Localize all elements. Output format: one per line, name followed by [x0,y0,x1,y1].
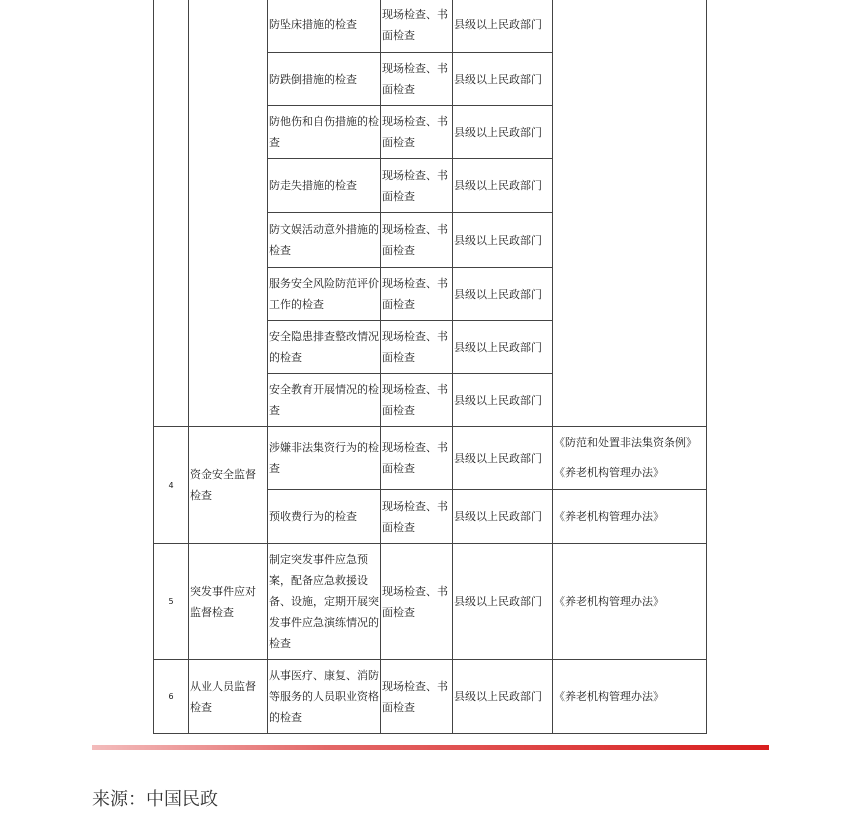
law-basis: 《养老机构管理办法》 [553,660,707,734]
check-dept: 县级以上民政部门 [453,213,553,268]
check-item: 防文娱活动意外措施的检查 [268,213,381,268]
check-item: 制定突发事件应急预案，配备应急救援设备、设施，定期开展突发事件应急演练情况的检查 [268,544,381,660]
section-name: 资金安全监督检查 [189,427,268,544]
check-dept: 县级以上民政部门 [453,268,553,321]
check-dept: 县级以上民政部门 [453,660,553,734]
check-method: 现场检查、书面检查 [381,53,453,106]
check-method: 现场检查、书面检查 [381,106,453,159]
check-method: 现场检查、书面检查 [381,427,453,490]
check-method: 现场检查、书面检查 [381,660,453,734]
check-dept: 县级以上民政部门 [453,53,553,106]
section-no: 5 [154,544,189,660]
check-dept: 县级以上民政部门 [453,0,553,53]
check-item: 防他伤和自伤措施的检查 [268,106,381,159]
check-dept: 县级以上民政部门 [453,159,553,213]
section-name: 从业人员监督检查 [189,660,268,734]
check-item: 从事医疗、康复、消防等服务的人员职业资格的检查 [268,660,381,734]
check-method: 现场检查、书面检查 [381,544,453,660]
section-no-cell [154,0,189,427]
check-method: 现场检查、书面检查 [381,0,453,53]
check-dept: 县级以上民政部门 [453,427,553,490]
section-no: 6 [154,660,189,734]
check-dept: 县级以上民政部门 [453,374,553,427]
check-method: 现场检查、书面检查 [381,159,453,213]
check-item: 防跌倒措施的检查 [268,53,381,106]
check-item: 服务安全风险防范评价工作的检查 [268,268,381,321]
table-row [154,544,707,660]
law-basis [553,427,707,490]
red-divider [92,745,769,750]
table-row [154,427,707,490]
check-dept: 县级以上民政部门 [453,321,553,374]
check-item: 防坠床措施的检查 [268,0,381,53]
check-item: 安全教育开展情况的检查 [268,374,381,427]
law-name: 《养老机构管理办法》 [554,466,664,479]
section-name-cell [189,0,268,427]
check-method: 现场检查、书面检查 [381,374,453,427]
check-method: 现场检查、书面检查 [381,268,453,321]
section-name: 突发事件应对监督检查 [189,544,268,660]
check-method: 现场检查、书面检查 [381,490,453,544]
table-row [154,0,707,53]
law-basis-cell [553,0,707,427]
table-row [154,660,707,734]
check-method: 现场检查、书面检查 [381,213,453,268]
check-item: 安全隐患排查整改情况的检查 [268,321,381,374]
check-dept: 县级以上民政部门 [453,490,553,544]
law-basis: 《养老机构管理办法》 [553,544,707,660]
law-basis: 《养老机构管理办法》 [553,490,707,544]
section-no: 4 [154,427,189,544]
check-dept: 县级以上民政部门 [453,544,553,660]
check-item: 预收费行为的检查 [268,490,381,544]
inspection-table [153,0,707,734]
check-item: 涉嫌非法集资行为的检查 [268,427,381,490]
check-dept: 县级以上民政部门 [453,106,553,159]
check-method: 现场检查、书面检查 [381,321,453,374]
source-text: 来源：中国民政 [92,789,218,810]
law-name: 《防范和处置非法集资条例》 [554,436,697,449]
check-item: 防走失措施的检查 [268,159,381,213]
